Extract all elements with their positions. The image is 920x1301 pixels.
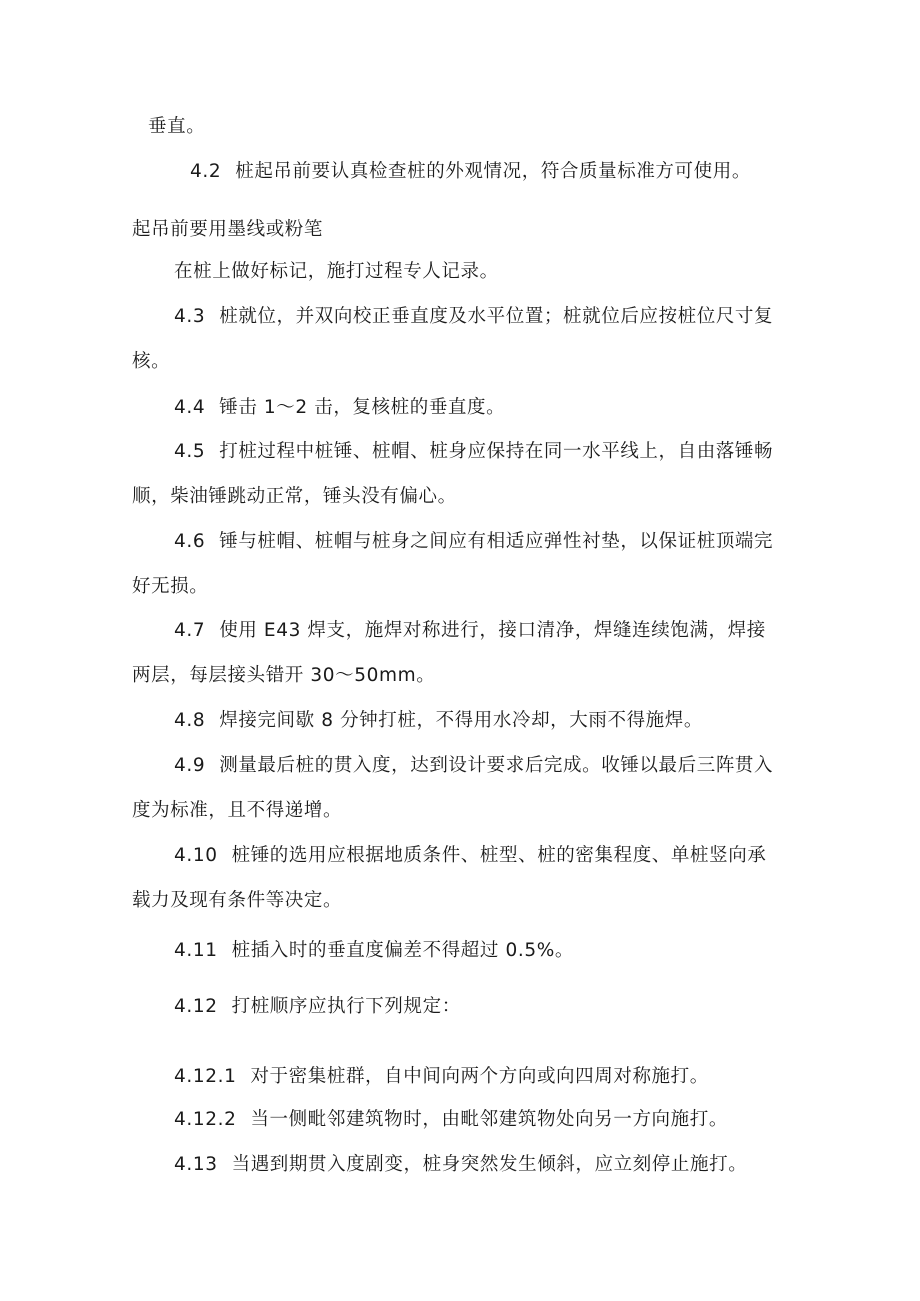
section-number: 4.6 [174,531,206,552]
text-line: 4.5 打桩过程中桩锤、桩帽、桩身应保持在同一水平线上，自由落锤畅 [174,441,774,462]
section-number: 4.7 [174,620,206,641]
text-line: 4.13 当遇到期贯入度剧变，桩身突然发生倾斜，应立刻停止施打。 [174,1154,748,1175]
text-line: 核。 [132,351,171,372]
section-number: 4.8 [174,710,206,731]
text-line: 两层，每层接头错开 30～50mm。 [132,665,436,686]
section-number: 4.9 [174,755,206,776]
section-number: 4.3 [174,306,206,327]
text-line: 顺，柴油锤跳动正常，锤头没有偏心。 [132,486,457,507]
section-number: 4.2 [190,161,222,182]
text-line: 4.6 锤与桩帽、桩帽与桩身之间应有相适应弹性衬垫，以保证桩顶端完 [174,531,774,552]
text-line: 垂直。 [148,116,206,137]
section-number: 4.10 [174,845,218,866]
text-line: 起吊前要用墨线或粉笔 [132,219,324,240]
text-line: 在桩上做好标记，施打过程专人记录。 [174,261,499,282]
section-number: 4.12 [174,996,218,1017]
text-line: 4.12.2 当一侧毗邻建筑物时，由毗邻建筑物处向另一方向施打。 [174,1109,728,1130]
text-line: 度为标准，且不得递增。 [132,800,343,821]
text-line: 4.10 桩锤的选用应根据地质条件、桩型、桩的密集程度、单桩竖向承 [174,845,767,866]
text-line: 4.12.1 对于密集桩群，自中间向两个方向或向四周对称施打。 [174,1066,709,1087]
text-line: 4.4 锤击 1～2 击，复核桩的垂直度。 [174,397,506,418]
text-line: 4.11 桩插入时的垂直度偏差不得超过 0.5%。 [174,940,574,961]
text-line: 4.8 焊接完间歇 8 分钟打桩，不得用水冷却，大雨不得施焊。 [174,710,703,731]
section-number: 4.13 [174,1154,218,1175]
section-number: 4.11 [174,940,218,961]
section-number: 4.12.2 [174,1109,237,1130]
text-line: 好无损。 [132,576,209,597]
section-number: 4.5 [174,441,206,462]
text-line: 4.2 桩起吊前要认真检查桩的外观情况，符合质量标准方可使用。 [190,161,751,182]
text-line: 4.12 打桩顺序应执行下列规定： [174,996,461,1017]
text-line: 4.7 使用 E43 焊支，施焊对称进行，接口清净，焊缝连续饱满，焊接 [174,620,766,641]
text-line: 载力及现有条件等决定。 [132,890,343,911]
section-number: 4.4 [174,397,206,418]
text-line: 4.9 测量最后桩的贯入度，达到设计要求后完成。收锤以最后三阵贯入 [174,755,774,776]
text-line: 4.3 桩就位，并双向校正垂直度及水平位置；桩就位后应按桩位尺寸复 [174,306,774,327]
section-number: 4.12.1 [174,1066,237,1087]
